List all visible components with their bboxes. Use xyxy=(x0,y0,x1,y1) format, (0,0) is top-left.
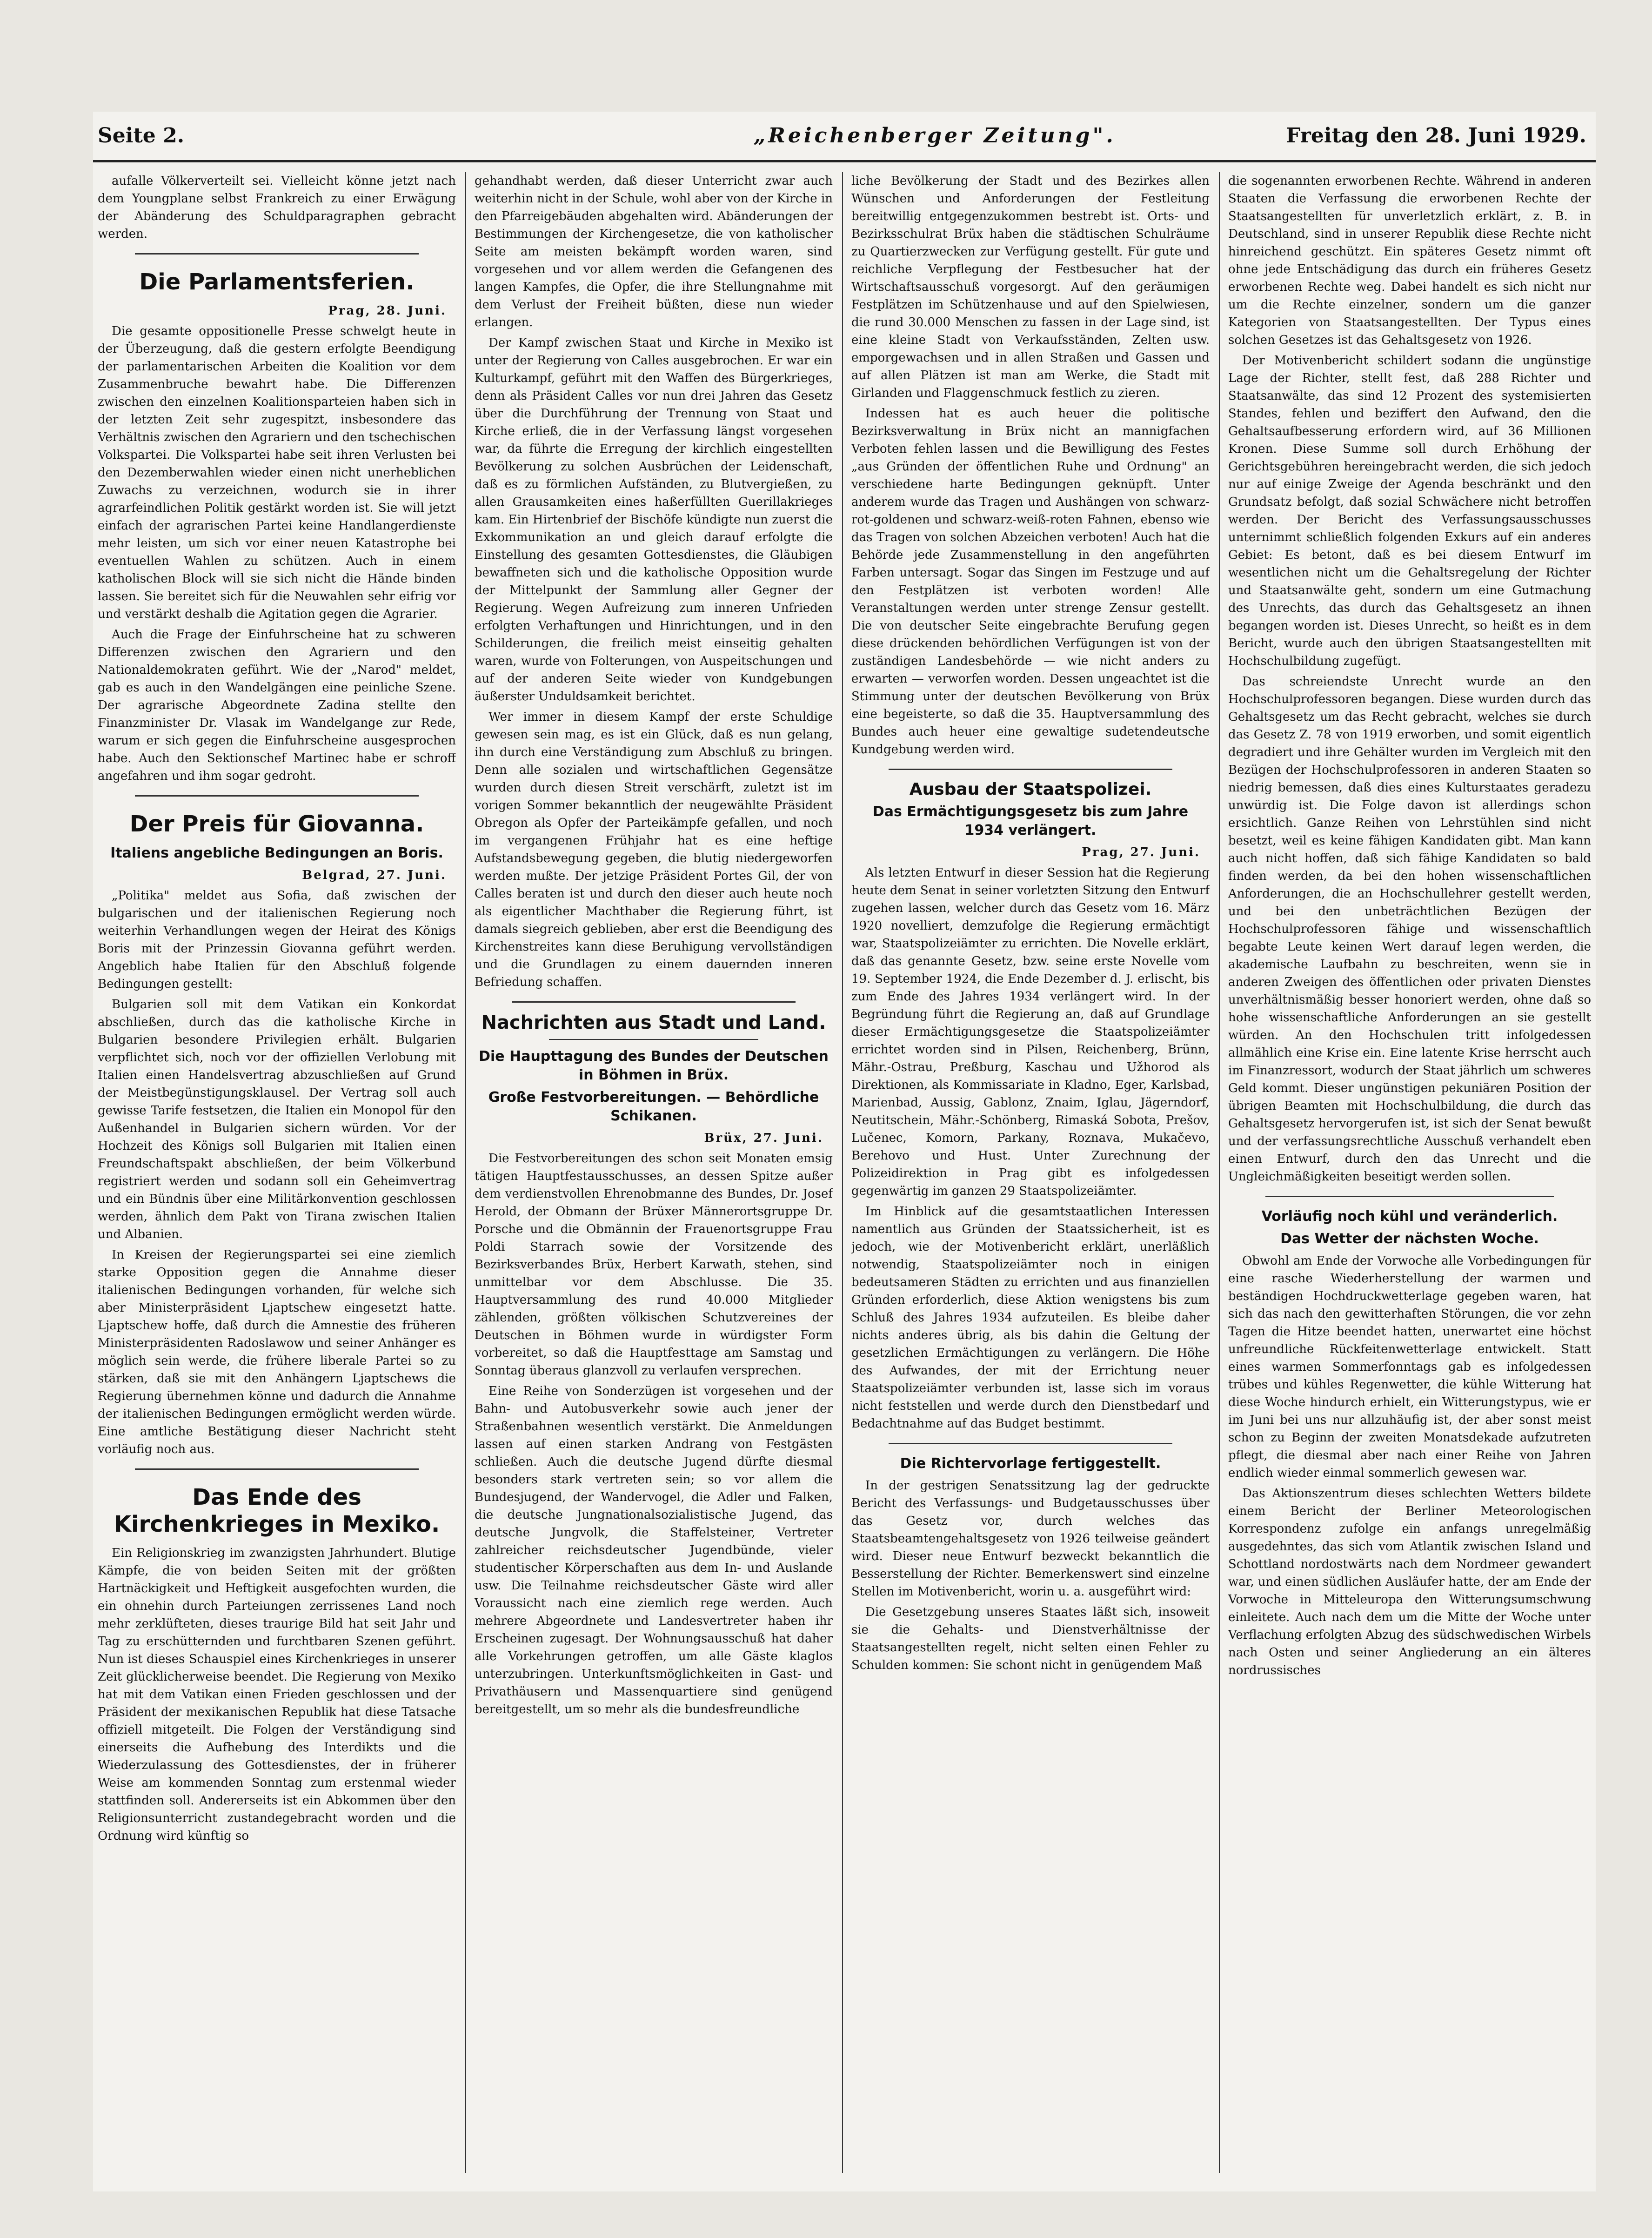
newspaper-page xyxy=(93,112,1596,2191)
paragraph: liche Bevölkerung der Stadt und des Bezirkes allen Wünschen und Anforderungen der Festleitung bereitwillig entgegenzukommen bestrebt ist. Orts- und Bezirksschulrat Brüx haben die städtischen Schulräume zu Quartierzwecken zur Verfügung gestellt. Für gute und reichliche Verpflegung der Festbesucher hat der Wirtschaftsausschuß vorgesorgt. Auf den geräumigen Festplätzen im Schützenhause und auf den Spielwiesen, die rund 30.000 Menschen zu fassen in der Lage sind, ist eine kleine Stadt von Verkaufsständen, Zelten usw. emporgewachsen und in allen Straßen und Gassen und auf allen Plätzen ist man am Werke, die Stadt mit Girlanden und Flaggenschmuck festlich zu zieren. xyxy=(851,174,1210,400)
newspaper-title: „Reichenberger Zeitung". xyxy=(754,124,1116,147)
column-4 xyxy=(1228,172,1591,2173)
column-divider xyxy=(1219,172,1220,2173)
article-separator xyxy=(889,769,1172,770)
column-1 xyxy=(98,172,456,2173)
headline-kirchenkrieg: Das Ende des Kirchenkrieges in Mexiko. xyxy=(114,1484,440,1537)
paragraph: Obwohl am Ende der Vorwoche alle Vorbedingungen für eine rasche Wiederherstellung der warmen und beständigen Hochdruckwetterlage gegeben waren, hat sich das nach den gewitterhaften Störungen, die vor zehn Tagen die Hitze beendet hatten, unerwartet eine höchst unfreundliche Rückfeitenwetterlage entwickelt. Statt eines warmen Sommerfonntags gab es infolgedessen trübes und kühles Regenwetter, die kühle Witterung hat diese Woche hindurch erhielt, ein Witterungstypus, wie er im Juni bei uns nur allzuhäufig ist, der aber sonst meist schon zu Beginn der zweiten Monatsdekade aufzutreten pflegt, die diesmal aber nach einer Reihe von Jahren endlich wieder einmal sommerlich gewesen war. xyxy=(1228,1254,1591,1480)
headline-richtervorlage: Die Richtervorlage fertiggestellt. xyxy=(900,1455,1161,1472)
article-separator xyxy=(135,795,419,797)
article-continuation: aufalle Völkerverteilt sei. Vielleicht könne jetzt nach dem Youngplane selbst Frankreich zu einer Erwägung der Abänderung des Schuldparagraphen gebracht werden. xyxy=(98,174,456,241)
headline-wetter: Vorläufig noch kühl und veränderlich. xyxy=(1261,1208,1558,1225)
paragraph: Wer immer in diesem Kampf der erste Schuldige gewesen sein mag, es ist ein Glück, daß es nun gelang, ihn durch eine Verständigung zum Abschluß zu bringen. Denn alle sozialen und wirtschaftlichen Gegensätze wurden durch diesen Streit verschärft, zuletzt ist im vorigen Sommer bekanntlich der neugewählte Präsident Obregon als Opfer der Parteikämpfe gefallen, und noch im vergangenen Frühjahr hat es eine heftige Aufstandsbewegung gegeben, die blutig niedergeworfen werden mußte. Der jetzige Präsident Portes Gil, der von Calles beraten ist und durch den dieser auch heute noch als eigentlicher Machthaber die Regierung führt, ist damals siegreich geblieben, aber erst die Beendigung des Kirchenstreites kann diese Beruhigung vervollständigen und die Grundlagen zu einem dauernden inneren Befriedung schaffen. xyxy=(475,710,833,989)
paragraph: gehandhabt werden, daß dieser Unterricht zwar auch weiterhin nicht in der Schule, wohl aber von der Kirche in den Pfarreigebäuden abgehalten wird. Abänderungen der Bestimmungen der Kirchengesetze, die von katholischer Seite am meisten bekämpft worden waren, sind vorgesehen und vor allem werden die Gefangenen des langen Kampfes, die Opfer, die ihre Stellungnahme mit dem Verlust der Freiheit büßten, diese nun wieder erlangen. xyxy=(475,174,833,329)
paragraph: Die gesamte oppositionelle Presse schwelgt heute in der Überzeugung, daß die gestern erfolgte Beendigung der parlamentarischen Arbeiten die Koalition vor dem Zusammenbruche bewahrt habe. Die Differenzen zwischen den einzelnen Koalitionsparteien haben sich in der letzten Zeit sehr zugespitzt, insbesondere das Verhältnis zwischen den Agrariern und den tschechischen Volkspartei. Die Volkspartei habe seit ihren Verlusten bei den Dezemberwahlen wieder einen nicht unerheblichen Zuwachs zu verzeichnen, wodurch sie in ihrer agrarfeindlichen Politik gestärkt worden ist. Sie will jetzt einfach der agrarischen Partei keine Handlangerdienste mehr leisten, um sich vor einer neuen Katastrophe bei eventuellen Wahlen zu schützen. Auch in einem katholischen Block will sie sich nicht die Hände binden lassen. Sie bereitet sich für die Neuwahlen sehr eifrig vor und verstärkt deshalb die Agitation gegen die Agrarier. xyxy=(98,324,456,621)
column-divider xyxy=(842,172,843,2173)
article-separator xyxy=(549,1039,758,1040)
subheadline: Große Festvorbereitungen. — Behördliche Schikanen. xyxy=(488,1089,819,1124)
subheadline: Italiens angebliche Bedingungen an Boris. xyxy=(110,845,443,861)
paragraph: Als letzten Entwurf in dieser Session hat die Regierung heute dem Senat in seiner vorletzten Sitzung den Entwurf zugehen lassen, welcher durch das Gesetz vom 16. März 1920 novelliert, demzufolge die Regierung ermächtigt war, Staatspolizeiämter zu errichten. Die Novelle erklärt, daß das genannte Gesetz, bzw. seine erste Novelle vom 19. September 1924, die Ende Dezember d. J. erlischt, bis zum Ende des Jahres 1934 verlängert wird. In der Begründung führt die Regierung an, daß auf Grundlage dieser Ermächtigungsgesetze die Staatspolizeiämter errichtet worden sind in Pilsen, Reichenberg, Brünn, Mähr.-Ostrau, Preßburg, Kaschau und Užhorod als Direktionen, als Kommissariate in Kladno, Eger, Karlsbad, Marienbad, Aussig, Gablonz, Znaim, Iglau, Jägerndorf, Neutitschein, Mähr.-Schönberg, Rimaská Sobota, Prešov, Lučenec, Komorn, Parkany, Roznava, Mukačevo, Berehovo und Hust. Unter Zurechnung der Polizeidirektion in Prag gibt es infolgedessen gegenwärtig im ganzen 29 Staatspolizeiämter. xyxy=(851,866,1210,1198)
column-3 xyxy=(851,172,1210,2173)
masthead xyxy=(93,112,1596,154)
article-separator xyxy=(512,1001,796,1003)
subheadline: Das Wetter der nächsten Woche. xyxy=(1280,1231,1539,1247)
paragraph: Bulgarien soll mit dem Vatikan ein Konkordat abschließen, durch das die katholische Kirche in Bulgarien besondere Privilegien erhält. Bulgarien verpflichtet sich, noch vor der offiziellen Verlobung mit Italien einen Handelsvertrag abzuschließen auf Grund der Meistbegünstigungsklausel. Der Vertrag soll auch gewisse Tarife festsetzen, die Italien ein Monopol für den Außenhandel in Bulgarien sichern würden. Vor der Hochzeit des Königs soll Bulgarien mit Italien einen Freundschaftspakt abschließen, der beim Völkerbund registriert werden und sodann soll ein Geheimvertrag und ein Bündnis über eine Militärkonvention geschlossen werden, ähnlich dem Pakt von Tirana zwischen Italien und Albanien. xyxy=(98,998,456,1241)
paragraph: Das schreiendste Unrecht wurde an den Hochschulprofessoren begangen. Diese wurden durch das Gehaltsgesetz um das Recht gebracht, welches sie durch das Gesetz Z. 78 von 1919 erworben, und somit eigentlich degradiert und ihre Gehälter wurden im Vergleich mit den Bezügen der Hochschulprofessoren in anderen Staaten so niedrig bemessen, daß dies eines Kulturstaates geradezu unwürdig ist. Die Folge davon ist allerdings schon ersichtlich. Ganze Reihen von Lehrstühlen sind nicht besetzt, weil es keine fähigen Kandidaten gibt. Man kann auch nicht hoffen, daß sich fähige Kandidaten so bald finden werden, da bei den hohen wissenschaftlichen Anforderungen, die an Hochschullehrer gestellt werden, und bei den unbeträchtlichen Bezügen der Hochschulprofessoren fähige und wissenschaftlich begabte Leute keinen Wert darauf legen werden, die akademische Laufbahn zu beschreiten, wenn sie in anderen Zweigen des öffentlichen oder privaten Dienstes unverhältnismäßig besser honoriert werden, ohne daß so hohe wissenschaftliche Anforderungen an sie gestellt würden. An den Hochschulen tritt infolgedessen allmählich eine Krise ein. Eine latente Krise herrscht auch im Finanzressort, wodurch der Staat jährlich um schweres Geld kommt. Dieser ungünstigen pekuniären Position der übrigen Beamten mit Hochschulbildung, die durch das Gehaltsgesetz hervorgerufen ist, ist sich der Senat bewußt und der verfassungsrechtliche Ausschuß verhandelt eben einen Entwurf, durch den das Unrecht und die Ungleichmäßigkeiten beseitigt werden sollen. xyxy=(1228,675,1591,1184)
paragraph: die sogenannten erworbenen Rechte. Während in anderen Staaten die Verfassung die erworbenen Rechte der Staatsangestellten für unverletzlich erklärt, z. B. in Deutschland, sind in unserer Republik diese Rechte nicht hinreichend geschützt. Ein späteres Gesetz nimmt oft ohne jede Entschädigung das durch ein früheres Gesetz erworbenen Rechte weg. Dabei handelt es sich nicht nur um die Rechte einzelner, sondern um die ganzer Kategorien von Staatsangestellten. Der Typus eines solchen Gesetzes ist das Gehaltsgesetz von 1926. xyxy=(1228,174,1591,347)
paragraph: Auch die Frage der Einfuhrscheine hat zu schweren Differenzen zwischen den Agrariern und den Nationaldemokraten geführt. Wie der „Narod" meldet, gab es auch in den Wandelgängen eine peinliche Szene. Der agrarische Abgeordnete Zadina stellte den Finanzminister Dr. Vlasak im Wandelgange zur Rede, warum er sich gegen die Einfuhrscheine ausgesprochen habe. Auch den Sektionschef Martinec habe er schroff angefahren und ihm sogar gedroht. xyxy=(98,628,456,783)
paragraph: Indessen hat es auch heuer die politische Bezirksverwaltung in Brüx nicht an mannigfachen Verboten fehlen lassen und die Bewilligung des Festes „aus Gründen der öffentlichen Ruhe und Ordnung" an verschiedene harte Bedingungen geknüpft. Unter anderem wurde das Tragen und Aushängen von schwarz-rot-goldenen und schwarz-weiß-roten Fahnen, ebenso wie das Tragen von solchen Abzeichen verboten! Auch hat die Behörde jede Zusammenstellung in den angeführten Farben untersagt. Sogar das Singen im Festzuge und auf den Festplätzen ist verboten worden! Alle Veranstaltungen werden unter strenge Zensur gestellt. Die von deutscher Seite eingebrachte Berufung gegen diese drückenden behördlichen Verfügungen ist von der zuständigen Landesbehörde — wie nicht anders zu erwarten — verworfen worden. Dessen ungeachtet ist die Stimmung unter der deutschen Bevölkerung von Brüx eine begeisterte, so daß die 35. Hauptversammlung des Bundes auch heuer eine gewaltige sudetendeutsche Kundgebung werden wird. xyxy=(851,407,1210,757)
paragraph: Die Festvorbereitungen des schon seit Monaten emsig tätigen Hauptfestausschusses, an dessen Spitze außer dem verdienstvollen Ehrenobmanne des Bundes, Dr. Josef Herold, der Obmann der Brüxer Männerortsgruppe Dr. Porsche und die Obmännin der Frauenortsgruppe Frau Poldi Starrach sowie der Vorsitzende des Bezirksverbandes Brüx, Herbert Karwath, stehen, sind unmittelbar vor dem Abschlusse. Die 35. Hauptversammlung des rund 40.000 Mitglieder zählenden, größten völkischen Schutzvereines der Deutschen in Böhmen wurde in würdigster Form vorbereitet, so daß die Hauptfesttage am Samstag und Sonntag überaus glanzvoll zu verlaufen versprechen. xyxy=(475,1152,833,1378)
headline-haupttagung: Die Haupttagung des Bundes der Deutschen in Böhmen in Brüx. xyxy=(479,1048,829,1083)
masthead-rule xyxy=(93,160,1596,162)
dateline: Prag, 28. Juni. xyxy=(328,304,447,318)
paragraph: In Kreisen der Regierungspartei sei eine ziemlich starke Opposition gegen die Annahme dieser italienischen Bedingungen vorhanden, für welche sich aber Ministerpräsident Ljaptschew eingesetzt hatte. Ljaptschew hoffe, daß durch die Amnestie des früheren Ministerpräsidenten Radoslawow und seiner Anhänger es möglich sein werde, die frühere liberale Partei so zu stärken, daß sie mit den Anhängern Ljaptschews die Regierung übernehmen könne und dadurch die Annahme der italienischen Bedingungen ermöglicht werden würde. Eine amtliche Bestätigung dieser Nachricht steht vorläufig noch aus. xyxy=(98,1248,456,1456)
article-separator xyxy=(1265,1196,1554,1197)
paragraph: Ein Religionskrieg im zwanzigsten Jahrhundert. Blutige Kämpfe, die von beiden Seiten mit der größten Hartnäckigkeit und Heftigkeit ausgefochten wurden, die ein ohnehin durch Parteiungen zerrissenes Land noch mehr zerklüfteten, dieses traurige Bild hat seit Jahr und Tag zu erschütternden und furchtbaren Szenen geführt. Nun ist dieses Schauspiel eines Kirchenkrieges in unserer Zeit glücklicherweise beendet. Die Regierung von Mexiko hat mit dem Vatikan einen Frieden geschlossen und der Präsident der mexikanischen Republik hat diese Tatsache offiziell mitgeteilt. Die Folgen der Verständigung sind einerseits die Aufhebung des Interdikts und die Wiederzulassung des Gottesdienstes, der in früherer Weise am kommenden Sonntag zum erstenmal wieder stattfinden soll. Andererseits ist ein Abkommen über den Religionsunterricht zustandegebracht worden und die Ordnung wird künftig so xyxy=(98,1546,456,1843)
column-divider xyxy=(465,172,466,2173)
article-separator xyxy=(135,253,419,255)
section-heading: Nachrichten aus Stadt und Land. xyxy=(481,1012,826,1033)
headline-parlamentsferien: Die Parlamentsferien. xyxy=(139,269,415,295)
dateline: Prag, 27. Juni. xyxy=(1082,845,1200,859)
paragraph: Im Hinblick auf die gesamtstaatlichen Interessen namentlich aus Gründen der Staatssicherheit, ist es jedoch, wie der Motivenbericht erklärt, unerläßlich notwendig, Staatspolizeiämter noch in einigen bedeutsameren Städten zu errichten und aus finanziellen Gründen erforderlich, diese Aktion wenigstens bis zum Schluß des Jahres 1934 aufzuteilen. Es bleibe daher nichts anderes übrig, als bis dahin die Geltung der gesetzlichen Ermächtigungen zu verlängern. Die Höhe des Aufwandes, der mit der Errichtung neuer Staatspolizeiämter verbunden ist, lasse sich im voraus nicht feststellen und werde durch den Dienstbedarf und Bedachtnahme auf das Budget bestimmt. xyxy=(851,1205,1210,1431)
headline-staatspolizei: Ausbau der Staatspolizei. xyxy=(909,780,1152,799)
article-separator xyxy=(135,1468,419,1470)
dateline: Brüx, 27. Juni. xyxy=(704,1131,823,1145)
subheadline: Das Ermächtigungsgesetz bis zum Jahre 1934 verlängert. xyxy=(872,804,1189,838)
page-number: Seite 2. xyxy=(98,124,185,147)
issue-date: Freitag den 28. Juni 1929. xyxy=(1286,124,1586,147)
paragraph: „Politika" meldet aus Sofia, daß zwischen der bulgarischen und der italienischen Regierung noch weiterhin Verhandlungen wegen der Heirat des Königs Boris mit der Prinzessin Giovanna geführt werden. Angeblich habe Italien für den Abschluß folgende Bedingungen gestellt: xyxy=(98,889,456,991)
article-separator xyxy=(889,1443,1172,1444)
paragraph: Das Aktionszentrum dieses schlechten Wetters bildete einem Bericht der Berliner Meteorologischen Korrespondenz zufolge ein anfangs unregelmäßig ausgedehntes, das sich vom Atlantik zwischen Island und Schottland nordostwärts nach dem Nordmeer gewandert war, und einen südlichen Ausläufer hatte, der am Ende der Vorwoche in Mitteleuropa den Witterungsumschwung einleitete. Auch nach dem um die Mitte der Woche unter Verflachung erfolgten Abzug des südschwedischen Wirbels nach Osten und seiner Angliederung an ein älteres nordrussisches xyxy=(1228,1487,1591,1677)
paragraph: In der gestrigen Senatssitzung lag der gedruckte Bericht des Verfassungs- und Budgetausschusses über das Gesetz vor, durch welches das Staatsbeamtengehaltsgesetz von 1926 teilweise geändert wird. Dieser neue Entwurf bezweckt bekanntlich die Besserstellung der Richter. Bemerkenswert sind einzelne Stellen im Motivenbericht, worin u. a. ausgeführt wird: xyxy=(851,1479,1210,1599)
paragraph: Der Kampf zwischen Staat und Kirche in Mexiko ist unter der Regierung von Calles ausgebrochen. Er war ein Kulturkampf, geführt mit den Waffen des Bürgerkrieges, denn als Präsident Calles vor nun drei Jahren das Gesetz über die Durchführung der Trennung von Staat und Kirche erließ, die in der Verfassung längst vorgesehen war, da führte die Erregung der kirchlich eingestellten Bevölkerung zu solchen Ausbrüchen der Leidenschaft, daß es zu förmlichen Aufständen, zu Blutvergießen, zu allen Grausamkeiten eines haßerfüllten Guerillakrieges kam. Ein Hirtenbrief der Bischöfe kündigte nun zuerst die Exkommunikation an und gleich darauf erfolgte die Einstellung des gesamten Gottesdienstes, die Gläubigen bewaffneten sich und die katholische Opposition wurde der Mittelpunkt der Sammlung aller Gegner der Regierung. Wegen Aufreizung zum inneren Unfrieden erfolgten Verhaftungen und Hinrichtungen, und in den Schilderungen, die freilich meist einseitig gehalten waren, wurde von Folterungen, von Auspeitschungen und auf der anderen Seite wieder von Kundgebungen äußerster Unduldsamkeit berichtet. xyxy=(475,336,833,704)
paragraph: Der Motivenbericht schildert sodann die ungünstige Lage der Richter, stellt fest, daß 288 Richter und Staatsanwälte, das sind 12 Prozent des systemisierten Standes, fehlen und beziffert den Aufwand, den die Gehaltsaufbesserung erfordern wird, auf 36 Millionen Kronen. Diese Summe soll durch Erhöhung der Gerichtsgebühren hereingebracht werden, die sich jedoch nur auf einige Zweige der Agenda beschränkt und den Grundsatz befolgt, daß sozial Schwächere nicht betroffen werden. Der Bericht des Verfassungsausschusses unternimmt schließlich folgenden Exkurs auf ein anderes Gebiet: Es betont, daß es bei diesem Entwurf im wesentlichen nicht um die Gehaltsregelung der Richter und Staatsanwälte geht, sondern um eine Gutmachung des Unrechts, das durch das Gehaltsgesetz an ihnen begangen worden ist. Dieses Unrecht, so heißt es in dem Bericht, wurde auch den übrigen Staatsangestellten mit Hochschulbildung zugefügt. xyxy=(1228,354,1591,668)
dateline: Belgrad, 27. Juni. xyxy=(302,868,447,882)
column-2 xyxy=(475,172,833,2173)
paragraph: Die Gesetzgebung unseres Staates läßt sich, insoweit sie die Gehalts- und Dienstverhältnisse der Staatsangestellten regelt, nicht selten einen Fehler zu Schulden kommen: Sie schont nicht in genügendem Maß xyxy=(851,1605,1210,1672)
paragraph: Eine Reihe von Sonderzügen ist vorgesehen und der Bahn- und Autobusverkehr sowie auch jener der Straßenbahnen wesentlich verstärkt. Die Anmeldungen lassen auf einen starken Andrang von Festgästen schließen. Auch die deutsche Jugend dürfte diesmal besonders stark vertreten sein; so vor allem die Bundesjugend, der Wandervogel, die Adler und Falken, die deutsche Jungnationalsozialistische Jugend, das deutsche Jungvolk, die Staffelsteiner, Vertreter zahlreicher reichsdeutscher Jugendbünde, vieler studentischer Körperschaften aus dem In- und Auslande usw. Die Teilnahme reichsdeutscher Gäste wird aller Voraussicht nach eine ziemlich rege werden. Auch mehrere Abgeordnete und Landesvertreter haben ihr Erscheinen zugesagt. Der Wohnungsausschuß hat daher alle Vorkehrungen getroffen, um alle Gäste klaglos unterzubringen. Unterkunftsmöglichkeiten in Gast- und Privathäusern und Massenquartiere sind genügend bereitgestellt, um so mehr als die bundesfreundliche xyxy=(475,1384,833,1716)
headline-preis-giovanna: Der Preis für Giovanna. xyxy=(129,811,424,837)
